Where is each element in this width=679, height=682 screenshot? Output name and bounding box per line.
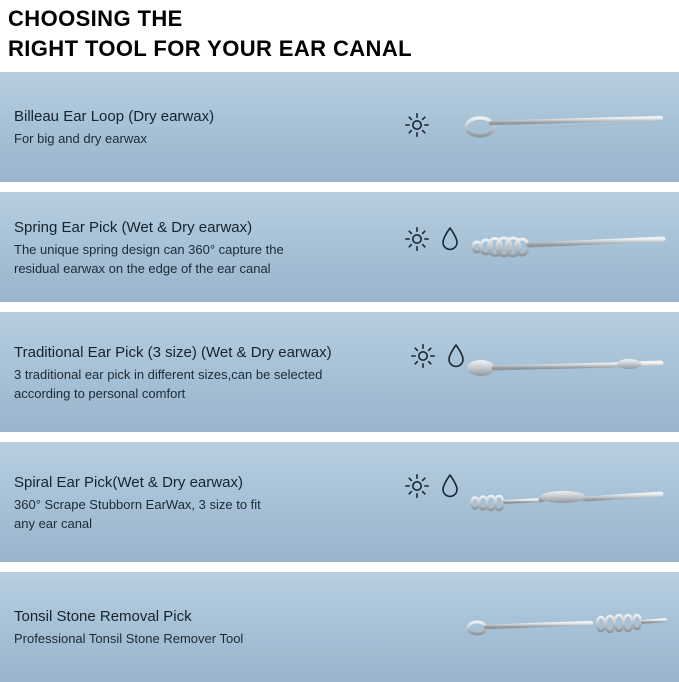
tool-image-tonsil-stone-removal-pick [441,572,671,682]
page-title [0,0,679,64]
tool-image-spring-ear-pick [441,192,671,302]
tool-title: Billeau Ear Loop (Dry earwax) [14,108,215,125]
tool-row-tonsil-stone-removal-pick [0,572,679,682]
tool-image-billeau-ear-loop [441,72,671,182]
tool-description [14,629,414,648]
tool-row-billeau-ear-loop [0,72,679,182]
tool-text-block [14,72,414,182]
tool-image-traditional-ear-pick [441,312,671,432]
tool-description-line-2: according to personal comfort [14,385,186,401]
tool-description-line-1: 3 traditional ear pick in different sizes,can be selected [14,366,323,382]
tool-row-spring-ear-pick [0,192,679,302]
tool-description-line-1: The unique spring design can 360° capture the [14,241,284,257]
tool-text-block [14,442,414,562]
tool-title: Traditional Ear Pick (3 size) (Wet & Dry earwax) [14,343,332,361]
tool-description [14,240,414,278]
tool-title: Spring Ear Pick (Wet & Dry earwax) [14,218,253,236]
sun-icon [404,226,430,257]
tool-list [0,72,679,682]
tool-description-line-2: any ear canal [14,515,93,531]
tool-description [14,365,434,403]
tool-title: Spiral Ear Pick(Wet & Dry earwax) [14,473,243,491]
tool-text-block [14,192,414,302]
page-title-line-1: CHOOSING THE [8,6,183,31]
tool-description-line-1: For big and dry earwax [14,131,147,146]
tool-row-spiral-ear-pick [0,442,679,562]
tool-description [14,129,414,148]
sun-icon [404,112,430,143]
sun-icon [410,343,436,374]
sun-icon [404,473,430,504]
page-title-line-2: RIGHT TOOL FOR YOUR EAR CANAL [8,36,412,61]
tool-text-block [14,312,434,432]
tool-usage-icons [404,72,430,182]
tool-description-line-1: 360° Scrape Stubborn EarWax, 3 size to fit [14,496,261,512]
tool-description-line-1: Professional Tonsil Stone Remover Tool [14,631,244,646]
tool-title: Tonsil Stone Removal Pick [14,608,192,625]
tool-description [14,495,414,533]
tool-description-line-2: residual earwax on the edge of the ear canal [14,260,271,276]
tool-image-spiral-ear-pick [441,442,671,562]
tool-row-traditional-ear-pick [0,312,679,432]
tool-text-block [14,572,414,682]
